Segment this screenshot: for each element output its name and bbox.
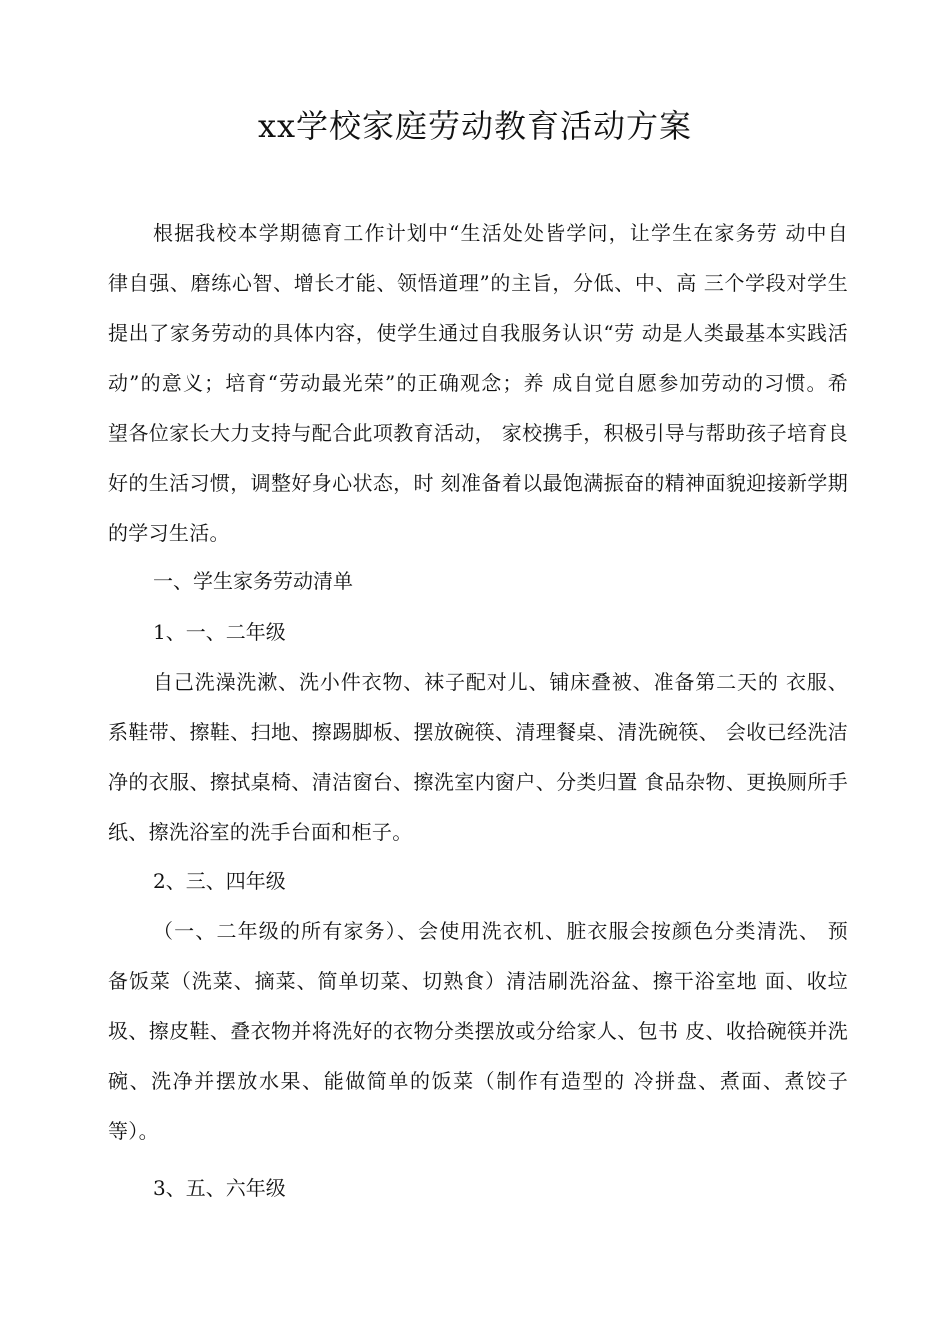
grade-3-4-line: 等）。	[108, 1119, 159, 1143]
grade-3-4-line: 备饭菜（洗菜、摘菜、简单切菜、切熟食）清洁刷洗浴盆、擦干浴室地 面、收垃	[108, 969, 848, 993]
subheading-grade-1-2: 1、一、二年级	[153, 620, 286, 644]
grade-3-4-line: （一、二年级的所有家务）、会使用洗衣机、脏衣服会按颜色分类清洗、 预	[153, 919, 848, 943]
grade-1-2-line: 系鞋带、擦鞋、扫地、擦踢脚板、摆放碗筷、清理餐桌、清洗碗筷、 会收已经洗洁	[108, 720, 848, 744]
grade-3-4-line: 碗、洗净并摆放水果、能做简单的饭菜（制作有造型的 冷拼盘、煮面、煮饺子	[108, 1069, 848, 1093]
grade-1-2-line: 纸、擦洗浴室的洗手台面和柜子。	[108, 820, 413, 844]
intro-line: 的学习生活。	[108, 521, 230, 545]
subheading-grade-5-6: 3、五、六年级	[153, 1176, 286, 1200]
grade-1-2-line: 自己洗澡洗漱、洗小件衣物、袜子配对儿、铺床叠被、准备第二天的 衣服、	[153, 670, 848, 694]
intro-line: 动”的意义；培育“劳动最光荣”的正确观念；养 成自觉自愿参加劳动的习惯。希	[108, 371, 848, 395]
section-heading-chores-list: 一、学生家务劳动清单	[153, 569, 353, 593]
grade-3-4-line: 圾、擦皮鞋、叠衣物并将洗好的衣物分类摆放或分给家人、包书 皮、收拾碗筷并洗	[108, 1019, 848, 1043]
subheading-grade-3-4: 2、三、四年级	[153, 869, 286, 893]
grade-1-2-line: 净的衣服、擦拭桌椅、清洁窗台、擦洗室内窗户、分类归置 食品杂物、更换厕所手	[108, 770, 848, 794]
intro-line: 律自强、磨练心智、增长才能、领悟道理”的主旨，分低、中、高 三个学段对学生	[108, 271, 848, 295]
grade-3-4-paragraph	[108, 906, 848, 1156]
intro-line: 好的生活习惯，调整好身心状态，时 刻准备着以最饱满振奋的精神面貌迎接新学期	[108, 471, 848, 495]
intro-line: 根据我校本学期德育工作计划中“生活处处皆学问，让学生在家务劳 动中自	[153, 221, 848, 245]
document-title: xx学校家庭劳动教育活动方案	[257, 107, 693, 145]
intro-line: 望各位家长大力支持与配合此项教育活动， 家校携手，积极引导与帮助孩子培育良	[108, 421, 848, 445]
intro-line: 提出了家务劳动的具体内容，使学生通过自我服务认识“劳 动是人类最基本实践活	[108, 321, 848, 345]
grade-1-2-paragraph	[108, 657, 848, 857]
intro-paragraph	[108, 208, 848, 558]
